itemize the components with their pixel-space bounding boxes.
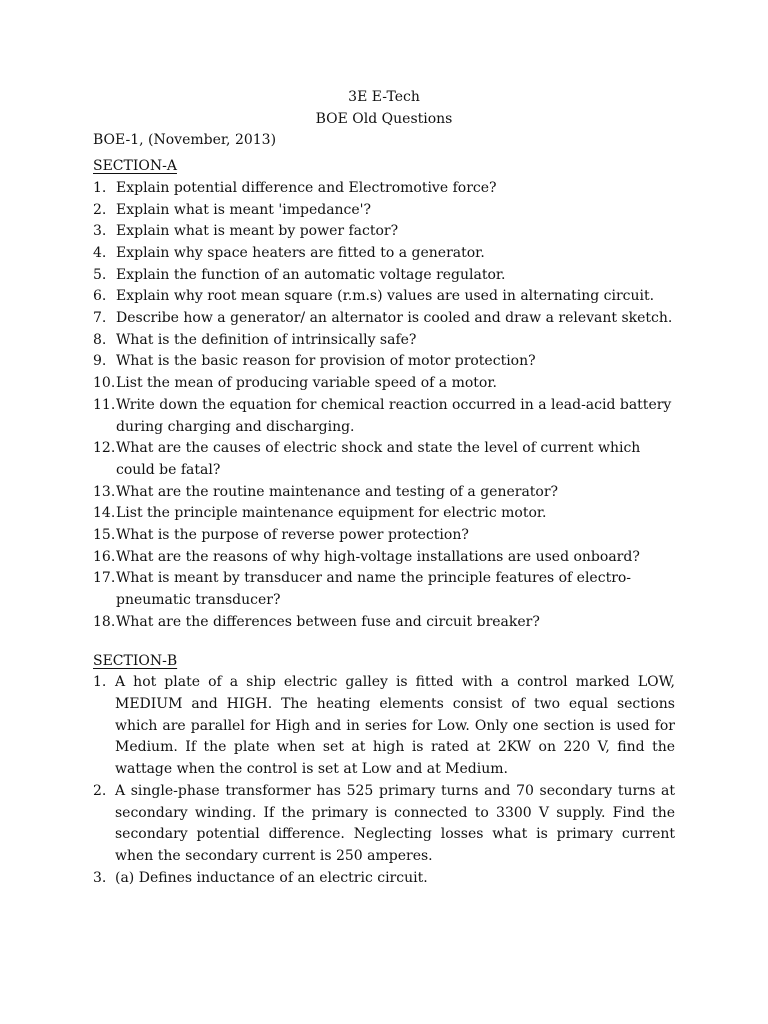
question-number: 6.	[93, 288, 107, 305]
question-number: 2.	[93, 782, 107, 799]
question-text: Write down the equation for chemical reaction occurred in a lead-acid battery during charging and discharging.	[116, 396, 672, 435]
document-body	[93, 87, 675, 889]
question-text: What are the routine maintenance and testing of a generator?	[116, 483, 559, 500]
question-number: 18.	[93, 613, 116, 630]
document-title: 3E E-Tech	[348, 89, 420, 105]
question-item	[93, 868, 675, 890]
question-item	[93, 351, 675, 373]
question-item	[93, 482, 675, 504]
question-item	[93, 373, 675, 395]
question-number: 3.	[93, 223, 107, 240]
exam-label: BOE-1, (November, 2013)	[93, 132, 277, 149]
question-text: A single-phase transformer has 525 primary turns and 70 secondary turns at secondary winding. If the primary is connected to 3300 V supply. Find the secondary potential difference. Neglecting losses what is primary current when the secondary current is 250 amperes.	[115, 782, 675, 864]
question-text: Explain why space heaters are fitted to a generator.	[116, 244, 485, 261]
question-item	[93, 265, 675, 287]
question-text: What are the causes of electric shock and state the level of current which could be fatal?	[116, 440, 641, 478]
question-number: 5.	[93, 266, 107, 283]
question-number: 14.	[93, 505, 116, 522]
question-number: 17.	[93, 570, 116, 587]
question-text: What are the reasons of why high-voltage installations are used onboard?	[116, 548, 640, 565]
section-a-question-list	[93, 178, 675, 634]
question-number: 4.	[93, 244, 107, 261]
question-item	[93, 568, 675, 611]
question-number: 11.	[93, 396, 116, 413]
question-item	[93, 395, 675, 438]
question-number: 15.	[93, 527, 116, 544]
question-text: (a) Defines inductance of an electric circuit.	[115, 869, 428, 886]
question-text: What is meant by transducer and name the principle features of electro-pneumatic transducer?	[116, 570, 632, 609]
question-number: 1.	[93, 674, 107, 691]
question-text: Explain potential difference and Electromotive force?	[116, 179, 497, 196]
question-number: 9.	[93, 353, 107, 370]
question-number: 1.	[93, 179, 107, 196]
question-number: 13.	[93, 483, 116, 500]
question-item	[93, 525, 675, 547]
question-item	[93, 547, 675, 569]
question-text: Explain what is meant 'impedance'?	[116, 201, 372, 218]
question-text: What is the purpose of reverse power protection?	[116, 527, 469, 544]
question-number: 8.	[93, 331, 107, 348]
document-subtitle: BOE Old Questions	[315, 110, 453, 127]
question-item	[93, 438, 675, 481]
question-text: List the principle maintenance equipment for electric motor.	[116, 505, 547, 522]
section-a-heading: SECTION-A	[93, 158, 177, 175]
question-number: 7.	[93, 310, 107, 327]
question-item	[93, 178, 675, 200]
question-text: Describe how a generator/ an alternator is cooled and draw a relevant sketch.	[116, 310, 673, 327]
question-text: What is the definition of intrinsically safe?	[116, 331, 417, 348]
question-text: What is the basic reason for provision of motor protection?	[116, 353, 536, 370]
section-b	[93, 651, 675, 890]
question-number: 2.	[93, 201, 107, 218]
question-item	[93, 612, 675, 634]
question-text: List the mean of producing variable speed of a motor.	[116, 375, 497, 392]
question-item	[93, 330, 675, 352]
question-text: Explain what is meant by power factor?	[116, 223, 399, 240]
question-text: What are the differences between fuse and circuit breaker?	[116, 613, 540, 630]
question-text: Explain the function of an automatic voltage regulator.	[116, 266, 506, 283]
question-item	[93, 308, 675, 330]
question-item	[93, 781, 675, 868]
question-number: 16.	[93, 548, 116, 565]
section-a	[93, 156, 675, 633]
question-item	[93, 503, 675, 525]
question-number: 12.	[93, 440, 116, 457]
question-number: 3.	[93, 869, 107, 886]
question-number: 10.	[93, 375, 116, 392]
question-item	[93, 243, 675, 265]
question-item	[93, 200, 675, 222]
question-item	[93, 672, 675, 781]
section-b-heading: SECTION-B	[93, 652, 178, 669]
question-text: A hot plate of a ship electric galley is fitted with a control marked LOW, MEDIUM and HIGH. The heating elements consist of two equal sections which are parallel for High and in series for Low. Only one section is used for Medium. If the plate when set at high is rated at 2KW on 220 V, find the wattage when the control is set at Low and at Medium.	[115, 674, 675, 778]
question-text: Explain why root mean square (r.m.s) values are used in alternating circuit.	[116, 288, 655, 305]
question-item	[93, 286, 675, 308]
question-item	[93, 221, 675, 243]
section-b-question-list	[93, 672, 675, 889]
